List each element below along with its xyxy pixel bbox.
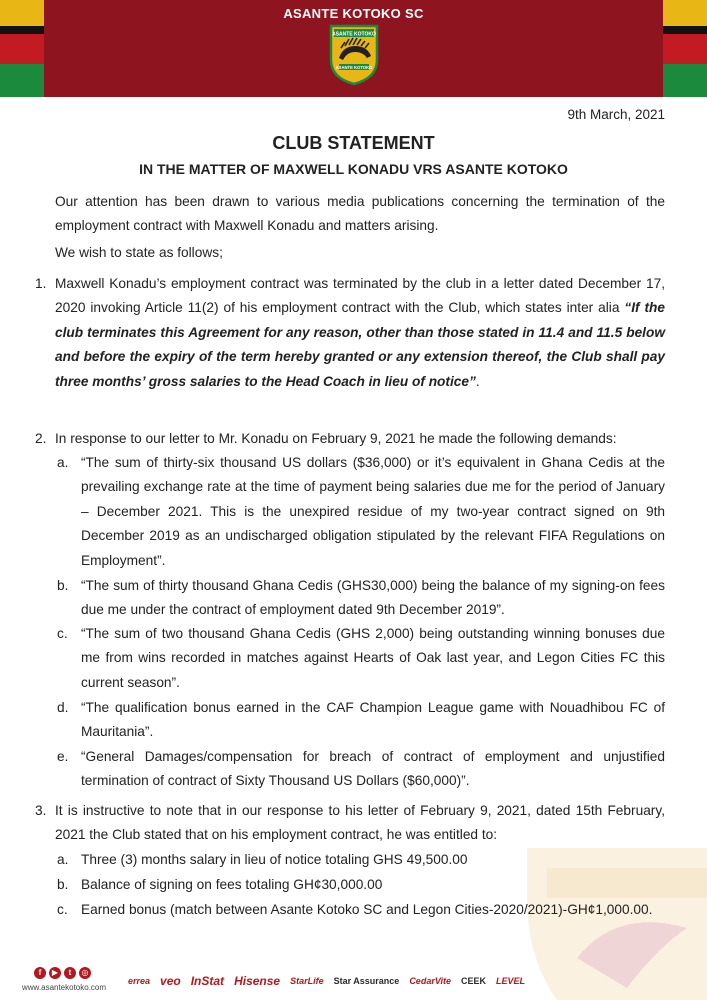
sponsor-logo: veo <box>160 974 181 988</box>
demand-c <box>57 622 665 695</box>
statement-title: CLUB STATEMENT <box>272 133 435 153</box>
sub-item-letter: b. <box>57 578 69 593</box>
item-number: 2. <box>35 431 47 446</box>
sub-item-text: “General Damages/compensation for breach of contract of employment and unjustified termination of contract of Sixty Thousand US Dollars ($60,000)”. <box>81 749 665 789</box>
sponsor-logo: Star Assurance <box>333 976 400 986</box>
contract-quote: “If the club terminates this Agreement for any reason, other than those stated in 11.4 and 11.5 below and before the expiry of the term hereby granted or any extension thereof, the Club shall pay three months’ gross salaries to the Head Coach in lieu of notice” <box>55 300 665 389</box>
item-text: In response to our letter to Mr. Konadu on February 9, 2021 he made the following demands: <box>55 431 617 446</box>
sponsor-logo: LEVEL <box>496 976 526 986</box>
entitlement-a <box>57 848 665 872</box>
item-text: Maxwell Konadu’s employment contract was terminated by the club in a letter dated December 17, 2020 invoking Article 11(2) of his employment contract with the Club, which states inter alia <box>55 276 665 316</box>
item-tail: . <box>475 373 480 389</box>
club-crest-logo <box>327 22 381 86</box>
sub-item-text: “The sum of thirty thousand Ghana Cedis (GHS30,000) being the balance of my signing-on fees due me under the contract of employment dated 9th December 2019”. <box>81 578 665 618</box>
facebook-icon[interactable]: f <box>34 967 46 979</box>
sub-item-letter: c. <box>57 902 68 917</box>
sponsor-logo: StarLife <box>290 976 324 986</box>
club-name: ASANTE KOTOKO SC <box>283 6 424 21</box>
sub-item-text: Balance of signing on fees totaling GH¢30,000.00 <box>81 877 383 892</box>
intro-paragraph: Our attention has been drawn to various media publications concerning the termination of the employment contract with Maxwell Konadu and matters arising. <box>55 194 665 234</box>
instagram-icon[interactable]: ◎ <box>79 967 91 979</box>
sponsor-logo: CEEK <box>461 976 487 986</box>
sub-item-text: Earned bonus (match between Asante Kotoko SC and Legon Cities-2020/2021)-GH¢1,000.00. <box>81 902 653 917</box>
sub-item-letter: d. <box>57 700 69 715</box>
sponsor-logo: InStat <box>190 974 225 988</box>
crest-text: ASANTE KOTOKO <box>332 31 376 38</box>
list-item-2 <box>35 427 665 451</box>
demand-a <box>57 451 665 573</box>
crest-caption: ASANTE KOTOKO <box>335 64 373 70</box>
sub-item-text: “The qualification bonus earned in the CAF Champion League game with Nouadhibou FC of Mauritania”. <box>81 700 665 740</box>
entitlement-b <box>57 873 665 897</box>
entitlement-c <box>57 898 665 922</box>
demand-d <box>57 696 665 745</box>
twitter-icon[interactable]: t <box>64 967 76 979</box>
demand-e <box>57 745 665 794</box>
sponsor-logo: errea <box>128 976 151 986</box>
sub-item-text: “The sum of two thousand Ghana Cedis (GHS 2,000) being outstanding winning bonuses due me from wins recorded in matches against Hearts of Oak last year, and Legon Cities FC this current season”. <box>81 626 665 690</box>
list-item-3 <box>35 799 665 848</box>
youtube-icon[interactable]: ▶ <box>49 967 61 979</box>
footer <box>0 960 707 1000</box>
sub-item-letter: e. <box>57 749 69 764</box>
sub-item-letter: a. <box>57 455 69 470</box>
sponsor-logo: CedarVite <box>409 976 451 986</box>
demand-b <box>57 574 665 623</box>
sub-item-text: “The sum of thirty-six thousand US dollars ($36,000) or it’s equivalent in Ghana Cedis at the prevailing exchange rate at the time of payment being salaries due me for the period of January – December 2021. This is the unexpired residue of my two-year contract signed on 9th December 2019 as an undischarged obligation stipulated by the relevant FIFA Regulations on Employment”. <box>81 455 665 568</box>
item-number: 1. <box>35 276 47 291</box>
item-number: 3. <box>35 803 47 818</box>
statement-date: 9th March, 2021 <box>567 107 665 122</box>
header-band <box>0 0 707 97</box>
sponsor-logo: Hisense <box>234 974 281 988</box>
sub-item-letter: a. <box>57 852 69 867</box>
statement-subtitle: IN THE MATTER OF MAXWELL KONADU VRS ASANTE KOTOKO <box>139 161 568 177</box>
lead-in-paragraph: We wish to state as follows; <box>55 245 223 260</box>
sponsor-strip <box>128 966 525 996</box>
social-links <box>34 967 91 979</box>
sub-item-letter: c. <box>57 626 68 641</box>
sub-item-letter: b. <box>57 877 69 892</box>
item-text: It is instructive to note that in our response to his letter of February 9, 2021, dated 15th February, 2021 the Club stated that on his employment contract, he was entitled to: <box>55 803 665 843</box>
sub-item-text: Three (3) months salary in lieu of notice totaling GHS 49,500.00 <box>81 852 468 867</box>
list-item-1 <box>35 272 665 394</box>
website-link[interactable]: www.asantekotoko.com <box>22 983 107 992</box>
